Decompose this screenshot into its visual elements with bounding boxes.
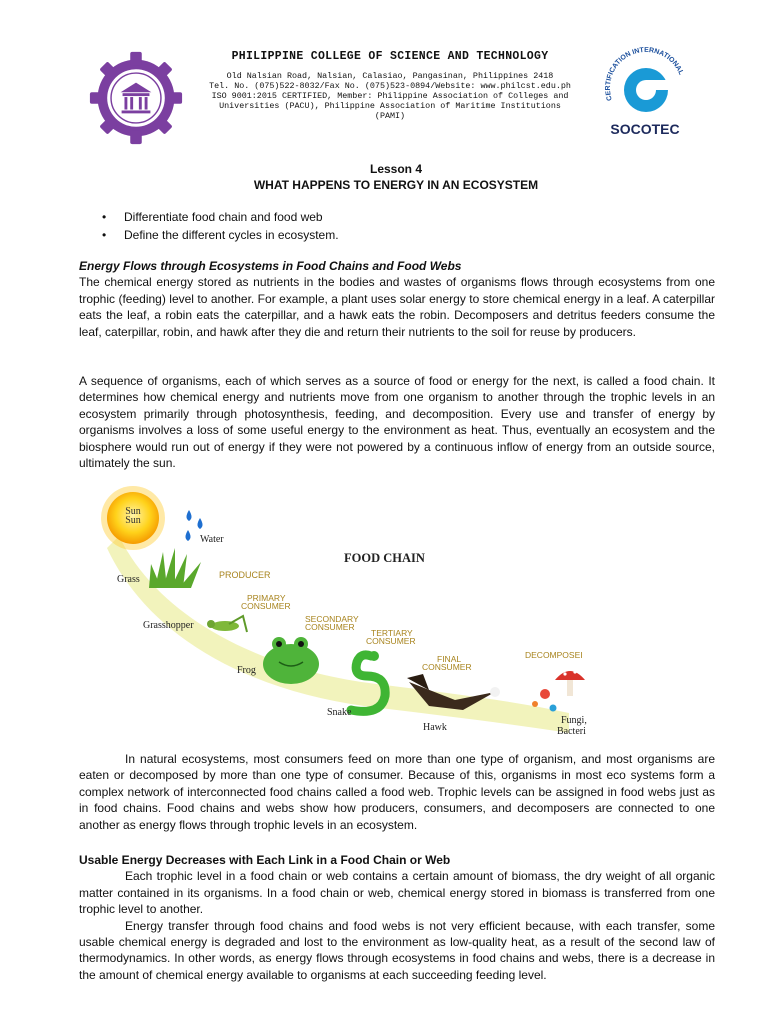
objective-item: • Differentiate food chain and food web	[100, 208, 339, 226]
certification-line: ISO 9001:2015 CERTIFIED, Member: Philippine Association of Colleges and	[211, 91, 569, 101]
membership-line: Universities (PACU), Philippine Association of Maritime Institutions	[219, 101, 561, 111]
document-header	[0, 0, 768, 145]
secondary-consumer-label: CONSUMER	[305, 622, 355, 632]
energy-flow-band	[107, 536, 569, 733]
snake-head-icon	[369, 651, 379, 661]
producer-label: PRODUCER	[219, 570, 271, 580]
frog-icon	[263, 637, 319, 684]
diagram-title: FOOD CHAIN	[344, 551, 425, 565]
section-energy-flows	[79, 258, 715, 340]
final-consumer-label: CONSUMER	[422, 662, 472, 672]
paragraph-text: In natural ecosystems, most consumers feed on more than one type of organism, and most organisms are eaten or decomposed by more than one type of consumer. Because of this, organisms in most eco systems form a complex network of interconnected food chains called a food web. Trophic levels can be assigned in food webs just as in food chains. Food chains and webs show how producers, consumers, and decomposers are connected to one another as energy flows through trophic levels in an ecosystem.	[79, 752, 715, 832]
lesson-number: Lesson 4	[369, 162, 423, 176]
section-heading: Energy Flows through Ecosystems in Food Chains and Food Webs	[79, 259, 462, 273]
snake-label: Snake	[327, 707, 352, 718]
institution-name: PHILIPPINE COLLEGE OF SCIENCE AND TECHNOLOGY	[231, 50, 549, 63]
lesson-title: WHAT HAPPENS TO ENERGY IN AN ECOSYSTEM	[253, 178, 539, 192]
section-usable-energy	[79, 852, 715, 983]
paragraph-food-chain: A sequence of organisms, each of which serves as a source of food or energy for the next, is called a food chain. It determines how chemical energy and nutrients move from one organism to another through the trophic levels in an ecosystem primarily through photosynthesis, feeding, and decomposition. Every use and transfer of energy by organisms involves a loss of some useful energy to the environment as heat. Thus, eventually an ecosystem and the biosphere would run out of energy if they were not powered by a continuous inflow of energy from an outside source, ultimately the sun.	[79, 374, 715, 471]
socotec-certification-logo	[590, 42, 700, 142]
decomposer-label: DECOMPOSEI	[525, 650, 583, 660]
frog-label: Frog	[237, 665, 256, 676]
food-chain-diagram	[79, 478, 593, 740]
hawk-label: Hawk	[423, 722, 447, 733]
membership-line-end: (PAMI)	[374, 111, 406, 121]
section-heading: Usable Energy Decreases with Each Link in a Food Chain or Web	[79, 853, 451, 867]
socotec-wordmark: SOCOTEC	[610, 121, 680, 137]
paragraph-text: Energy transfer through food chains and food webs is not very efficient because, with each transfer, some usable chemical energy is degraded and lost to the environment as low-quality heat, as a result of the second law of thermodynamics. In other words, as energy flows through ecosystems in food chains and webs, there is a decrease in the amount of chemical energy available to organisms at each succeeding feeding level.	[79, 918, 715, 982]
grass-icon	[149, 548, 201, 588]
sun-label: Sun	[125, 506, 141, 517]
objective-item: • Define the different cycles in ecosystem.	[100, 226, 339, 244]
paragraph-text: The chemical energy stored as nutrients in the bodies and wastes of organisms flows through ecosystems from one trophic (feeding) level to another. For example, a plant uses solar energy to store chemical energy in a leaf. A caterpillar eats the leaf, a robin eats the caterpillar, and a hawk eats the robin. Decomposers and detritus feeders consume the leaf, caterpillar, robin, and hawk after they die and return their nutrients to the soil for reuse by producers.	[79, 275, 715, 339]
tertiary-consumer-label: TERTIARY	[371, 628, 413, 638]
paragraph-food-web	[79, 751, 715, 833]
grasshopper-label: Grasshopper	[143, 620, 194, 631]
header-text-block	[190, 50, 590, 121]
primary-consumer-label: CONSUMER	[241, 601, 291, 611]
fungi-label: Fungi,	[561, 715, 587, 726]
contact-line: Tel. No. (075)522-8032/Fax No. (075)523-0894/Website: www.philcst.edu.ph	[209, 81, 571, 91]
college-seal-logo	[88, 50, 184, 146]
mushroom-icon	[555, 670, 585, 696]
sun-label: Sun	[125, 515, 141, 526]
primary-consumer-label: PRIMARY	[247, 593, 286, 603]
certification-ring-text: CERTIFICATION INTERNATIONAL	[604, 46, 685, 102]
grasshopper-icon	[207, 616, 247, 632]
tertiary-consumer-label: CONSUMER	[366, 636, 416, 646]
secondary-consumer-label: SECONDARY	[305, 614, 359, 624]
objectives-list	[100, 208, 339, 244]
lesson-heading	[0, 161, 768, 193]
paragraph-text: Each trophic level in a food chain or web contains a certain amount of biomass, the dry weight of all organic matter contained in its organisms. In a food chain or web, chemical energy stored in biomass is transferred from one trophic level to another.	[79, 869, 715, 917]
address-line: Old Nalsian Road, Nalsian, Calasiao, Pangasinan, Philippines 2418	[226, 71, 554, 81]
bacteria-label: Bacteri	[557, 726, 586, 737]
water-label: Water	[200, 534, 224, 545]
grass-label: Grass	[117, 574, 140, 585]
final-consumer-label: FINAL	[437, 654, 462, 664]
